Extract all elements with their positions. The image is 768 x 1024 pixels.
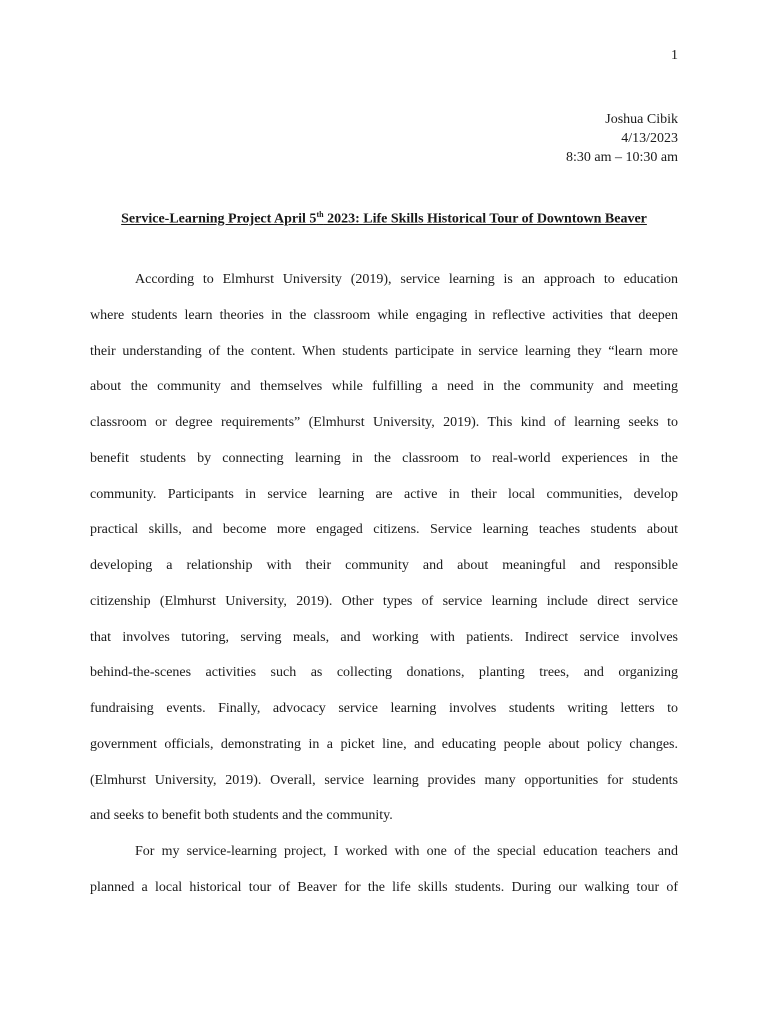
body-line: behind-the-scenes activities such as collecting donations, planting trees, and organizing bbox=[90, 665, 678, 681]
body-line: their understanding of the content. When students participate in service learning they “learn more bbox=[90, 343, 678, 359]
author-name: Joshua Cibik bbox=[605, 112, 678, 127]
body-line: For my service-learning project, I worked with one of the special education teachers and bbox=[135, 844, 678, 859]
body-line: about the community and themselves while fulfilling a need in the community and meeting bbox=[90, 379, 678, 395]
header-block bbox=[566, 110, 678, 167]
body-line: planned a local historical tour of Beaver for the life skills students. During our walking tour of bbox=[90, 879, 678, 895]
body-line: community. Participants in service learning are active in their local communities, develop bbox=[90, 486, 678, 502]
body-line: According to Elmhurst University (2019), service learning is an approach to education bbox=[135, 272, 678, 287]
body-line: government officials, demonstrating in a picket line, and educating people about policy changes. bbox=[90, 736, 678, 752]
body-line: where students learn theories in the classroom while engaging in reflective activities that deepen bbox=[90, 307, 678, 323]
body-text bbox=[90, 262, 678, 906]
body-line: and seeks to benefit both students and the community. bbox=[90, 808, 393, 824]
body-line: that involves tutoring, serving meals, and working with patients. Indirect service involves bbox=[90, 629, 678, 645]
page-number: 1 bbox=[671, 48, 678, 63]
body-line: developing a relationship with their community and about meaningful and responsible bbox=[90, 558, 678, 573]
time-range: 8:30 am – 10:30 am bbox=[566, 150, 678, 165]
body-line: (Elmhurst University, 2019). Overall, service learning provides many opportunities for students bbox=[90, 772, 678, 788]
document-date: 4/13/2023 bbox=[621, 131, 678, 146]
body-line: benefit students by connecting learning in the classroom to real-world experiences in the bbox=[90, 450, 678, 466]
body-line: classroom or degree requirements” (Elmhurst University, 2019). This kind of learning seeks to bbox=[90, 415, 678, 430]
title-text-end: 2023: Life Skills Historical Tour of Downtown Beaver bbox=[323, 211, 647, 227]
title-text-start: Service-Learning Project April 5 bbox=[121, 211, 317, 227]
body-line: fundraising events. Finally, advocacy service learning involves students writing letters to bbox=[90, 701, 678, 716]
page-title bbox=[0, 210, 768, 228]
body-line: practical skills, and become more engaged citizens. Service learning teaches students about bbox=[90, 522, 678, 538]
title-superscript: th bbox=[316, 210, 324, 219]
body-line: citizenship (Elmhurst University, 2019). Other types of service learning include direct service bbox=[90, 593, 678, 609]
